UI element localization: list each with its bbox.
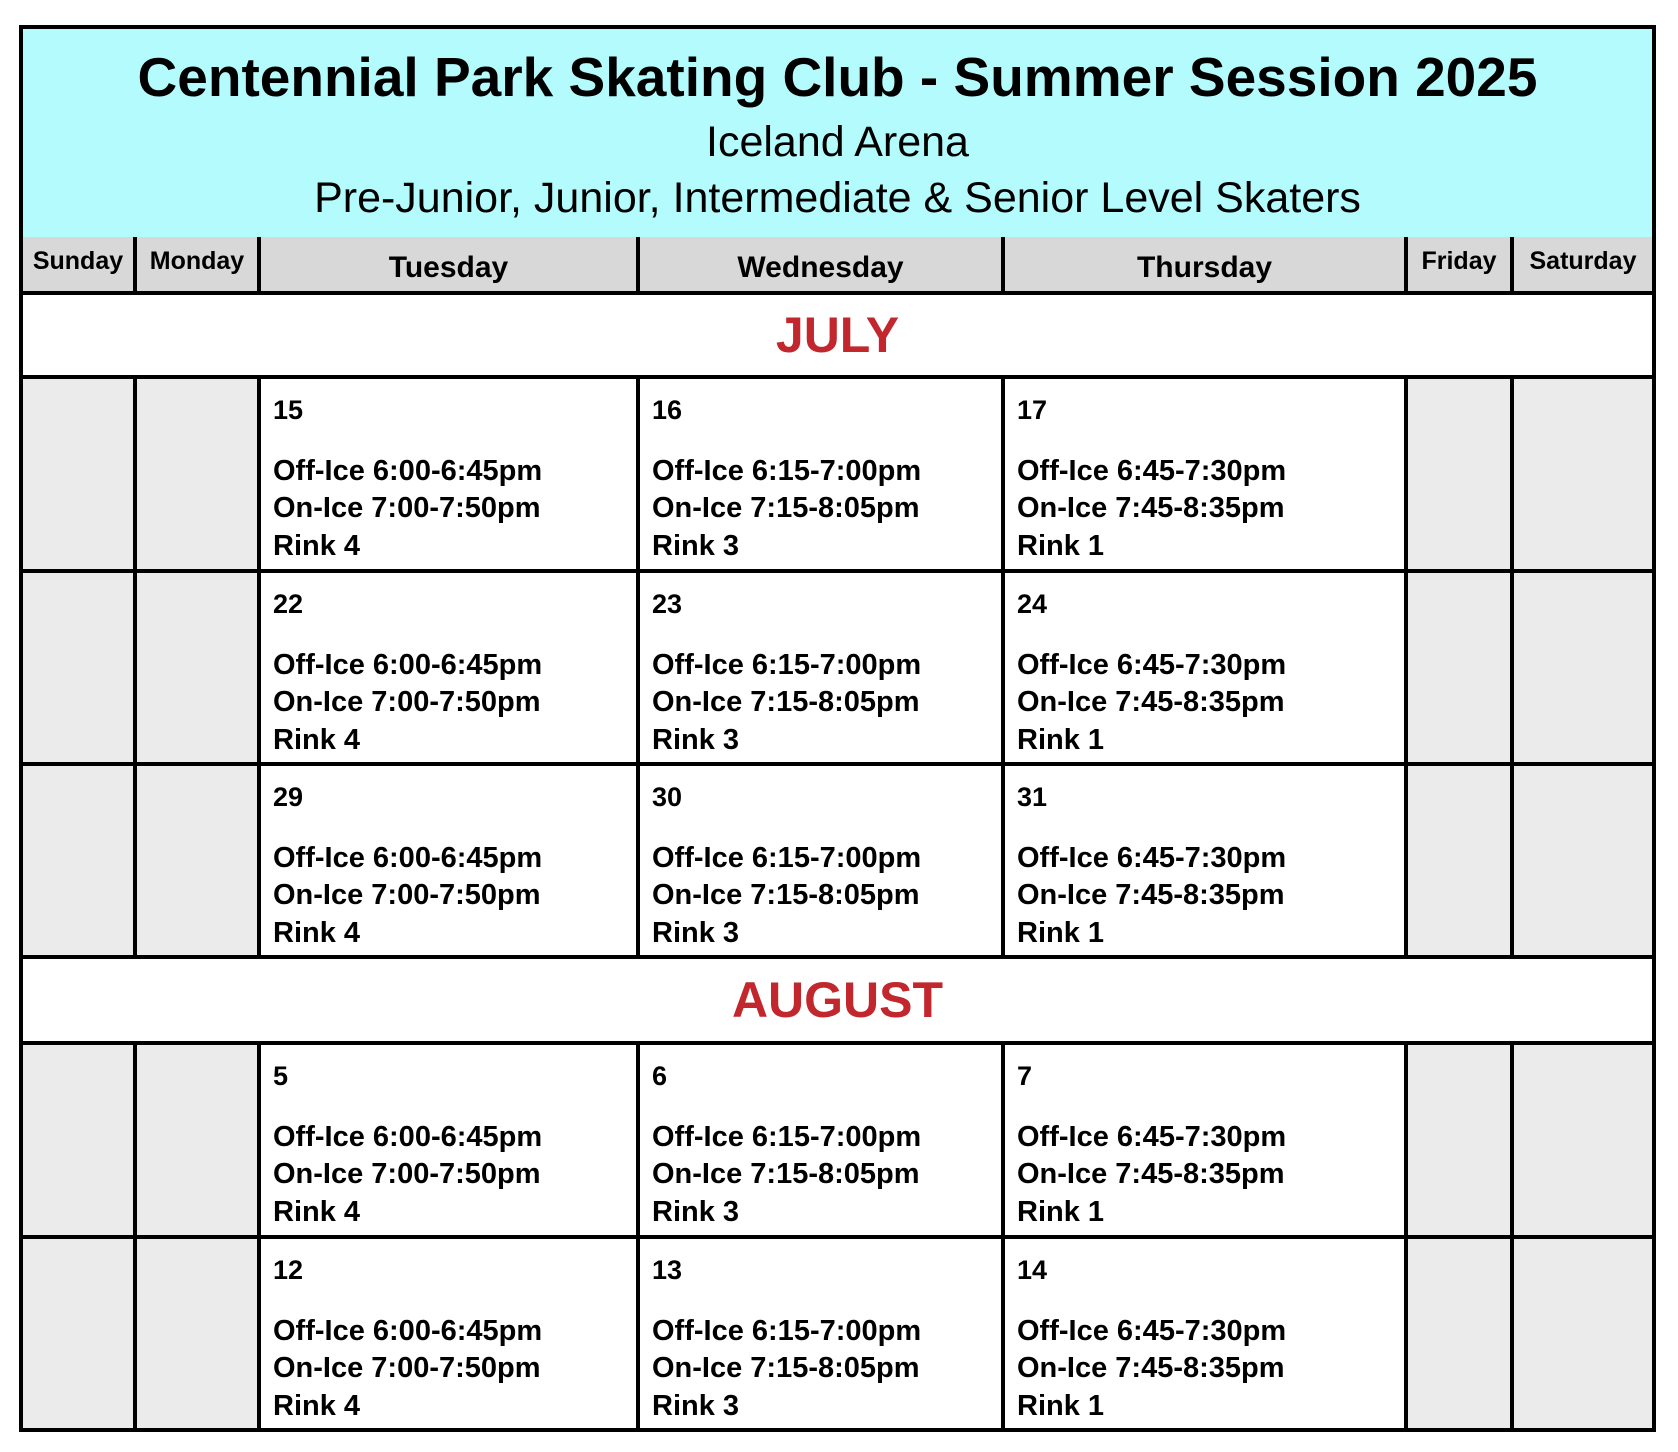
off-ice-time: Off-Ice 6:45-7:30pm	[1017, 455, 1287, 487]
on-ice-time: On-Ice 7:00-7:50pm	[273, 1158, 541, 1190]
page-title: Centennial Park Skating Club - Summer Session 2025	[137, 46, 1538, 108]
on-ice-time: On-Ice 7:00-7:50pm	[273, 492, 541, 524]
off-ice-time: Off-Ice 6:45-7:30pm	[1017, 1121, 1287, 1153]
empty-cell	[137, 1045, 261, 1239]
day-cell	[1005, 573, 1408, 766]
day-cell	[1005, 1239, 1408, 1428]
empty-cell	[137, 1239, 261, 1428]
day-cell	[640, 766, 1005, 959]
empty-cell	[1514, 573, 1652, 766]
day-header-friday: Friday	[1408, 237, 1514, 295]
empty-cell	[1514, 766, 1652, 959]
rink-label: Rink 1	[1017, 530, 1105, 562]
on-ice-time: On-Ice 7:00-7:50pm	[273, 686, 541, 718]
empty-cell	[23, 766, 137, 959]
empty-cell	[1408, 573, 1514, 766]
empty-cell	[1408, 1045, 1514, 1239]
on-ice-time: On-Ice 7:00-7:50pm	[273, 1352, 541, 1384]
day-header-saturday: Saturday	[1514, 237, 1652, 295]
off-ice-time: Off-Ice 6:00-6:45pm	[273, 1121, 543, 1153]
schedule-table	[19, 25, 1656, 1432]
day-number: 22	[273, 589, 304, 619]
day-number: 14	[1017, 1255, 1048, 1285]
empty-cell	[137, 573, 261, 766]
day-cell	[640, 1045, 1005, 1239]
rink-label: Rink 4	[273, 1390, 361, 1422]
empty-cell	[1408, 1239, 1514, 1428]
on-ice-time: On-Ice 7:45-8:35pm	[1017, 1158, 1285, 1190]
day-cell	[640, 573, 1005, 766]
rink-label: Rink 4	[273, 530, 361, 562]
off-ice-time: Off-Ice 6:45-7:30pm	[1017, 649, 1287, 681]
on-ice-time: On-Ice 7:45-8:35pm	[1017, 1352, 1285, 1384]
day-number: 29	[273, 782, 304, 812]
rink-label: Rink 1	[1017, 724, 1105, 756]
month-banner-july: JULY	[23, 295, 1652, 379]
rink-label: Rink 1	[1017, 1196, 1105, 1228]
day-cell	[1005, 1045, 1408, 1239]
off-ice-time: Off-Ice 6:00-6:45pm	[273, 1315, 543, 1347]
month-banner-august: AUGUST	[23, 959, 1652, 1045]
day-number: 24	[1017, 589, 1048, 619]
off-ice-time: Off-Ice 6:45-7:30pm	[1017, 1315, 1287, 1347]
day-cell	[261, 379, 640, 573]
day-cell	[640, 1239, 1005, 1428]
off-ice-time: Off-Ice 6:15-7:00pm	[652, 1315, 922, 1347]
on-ice-time: On-Ice 7:15-8:05pm	[652, 492, 920, 524]
rink-label: Rink 3	[652, 530, 740, 562]
day-header-sunday: Sunday	[23, 237, 137, 295]
rink-label: Rink 3	[652, 1390, 740, 1422]
empty-cell	[1408, 766, 1514, 959]
day-number: 16	[652, 395, 683, 425]
day-cell	[1005, 766, 1408, 959]
off-ice-time: Off-Ice 6:15-7:00pm	[652, 842, 922, 874]
day-number: 12	[273, 1255, 304, 1285]
schedule-header	[23, 29, 1652, 241]
day-number: 15	[273, 395, 304, 425]
off-ice-time: Off-Ice 6:45-7:30pm	[1017, 842, 1287, 874]
rink-label: Rink 3	[652, 1196, 740, 1228]
on-ice-time: On-Ice 7:15-8:05pm	[652, 1352, 920, 1384]
levels-label: Pre-Junior, Junior, Intermediate & Senior Level Skaters	[314, 174, 1361, 222]
rink-label: Rink 1	[1017, 917, 1105, 949]
day-cell	[261, 1239, 640, 1428]
empty-cell	[1514, 1239, 1652, 1428]
on-ice-time: On-Ice 7:45-8:35pm	[1017, 686, 1285, 718]
off-ice-time: Off-Ice 6:00-6:45pm	[273, 455, 543, 487]
day-header-thursday: Thursday	[1005, 237, 1408, 295]
venue-label: Iceland Arena	[706, 118, 969, 166]
on-ice-time: On-Ice 7:45-8:35pm	[1017, 492, 1285, 524]
rink-label: Rink 4	[273, 1196, 361, 1228]
empty-cell	[23, 1045, 137, 1239]
off-ice-time: Off-Ice 6:15-7:00pm	[652, 455, 922, 487]
empty-cell	[1514, 1045, 1652, 1239]
off-ice-time: Off-Ice 6:00-6:45pm	[273, 649, 543, 681]
empty-cell	[137, 766, 261, 959]
rink-label: Rink 4	[273, 917, 361, 949]
day-cell	[261, 766, 640, 959]
day-number: 31	[1017, 782, 1048, 812]
on-ice-time: On-Ice 7:15-8:05pm	[652, 686, 920, 718]
rink-label: Rink 3	[652, 917, 740, 949]
rink-label: Rink 3	[652, 724, 740, 756]
day-header-wednesday: Wednesday	[640, 237, 1005, 295]
empty-cell	[137, 379, 261, 573]
empty-cell	[23, 1239, 137, 1428]
on-ice-time: On-Ice 7:15-8:05pm	[652, 879, 920, 911]
rink-label: Rink 1	[1017, 1390, 1105, 1422]
empty-cell	[23, 379, 137, 573]
day-number: 7	[1017, 1061, 1033, 1091]
empty-cell	[23, 573, 137, 766]
on-ice-time: On-Ice 7:45-8:35pm	[1017, 879, 1285, 911]
day-number: 23	[652, 589, 683, 619]
day-cell	[261, 1045, 640, 1239]
day-number: 6	[652, 1061, 668, 1091]
day-number: 30	[652, 782, 683, 812]
on-ice-time: On-Ice 7:00-7:50pm	[273, 879, 541, 911]
day-header-tuesday: Tuesday	[261, 237, 640, 295]
day-cell	[1005, 379, 1408, 573]
off-ice-time: Off-Ice 6:00-6:45pm	[273, 842, 543, 874]
day-cell	[640, 379, 1005, 573]
day-number: 5	[273, 1061, 289, 1091]
day-cell	[261, 573, 640, 766]
day-header-monday: Monday	[137, 237, 261, 295]
empty-cell	[1408, 379, 1514, 573]
rink-label: Rink 4	[273, 724, 361, 756]
on-ice-time: On-Ice 7:15-8:05pm	[652, 1158, 920, 1190]
off-ice-time: Off-Ice 6:15-7:00pm	[652, 1121, 922, 1153]
day-number: 17	[1017, 395, 1048, 425]
day-number: 13	[652, 1255, 683, 1285]
empty-cell	[1514, 379, 1652, 573]
off-ice-time: Off-Ice 6:15-7:00pm	[652, 649, 922, 681]
